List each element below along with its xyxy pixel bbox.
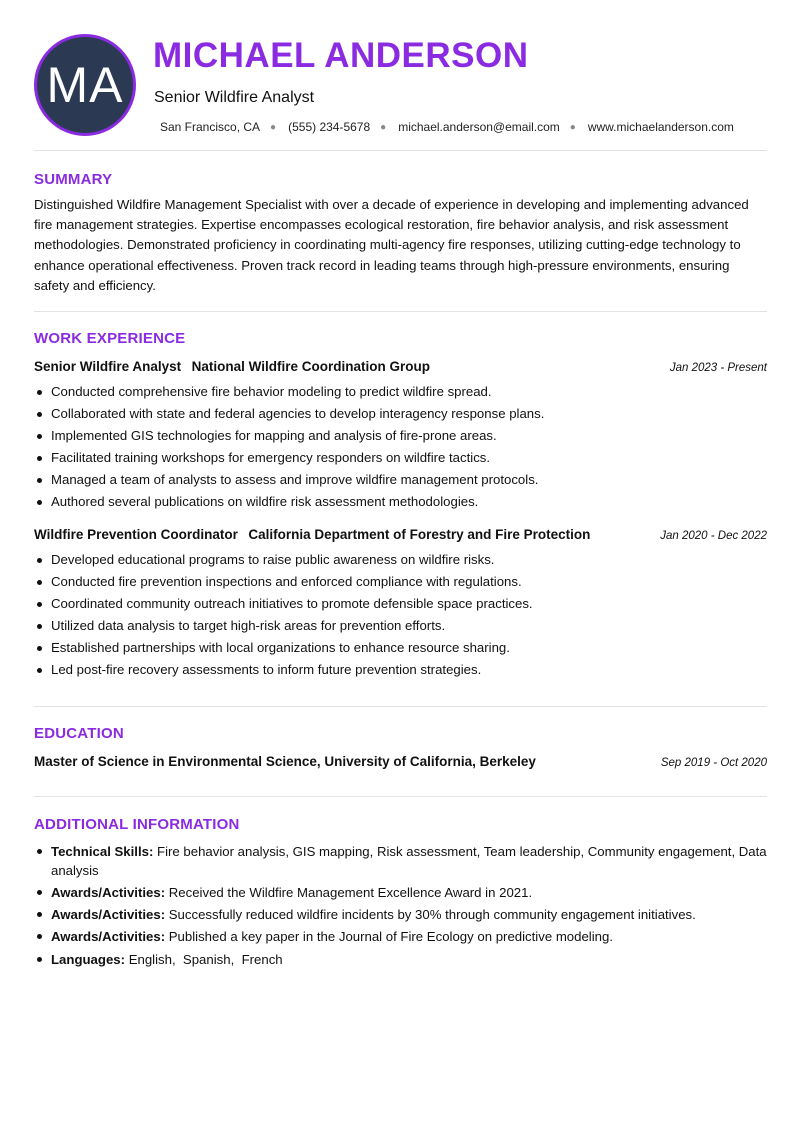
item-label: Technical Skills: (51, 844, 154, 859)
job-organization: National Wildfire Coordination Group (191, 359, 430, 374)
list-item: Implemented GIS technologies for mapping and analysis of fire-prone areas. (34, 425, 767, 447)
avatar (34, 34, 136, 136)
divider (34, 706, 767, 707)
divider (34, 311, 767, 312)
list-item: Conducted fire prevention inspections and enforced compliance with regulations. (34, 571, 767, 593)
experience-heading: WORK EXPERIENCE (34, 330, 186, 347)
job-organization: California Department of Forestry and Fire Protection (248, 527, 591, 542)
contact-phone[interactable]: (555) 234-5678 (288, 120, 371, 134)
job-role-org (34, 526, 590, 544)
education-entry (34, 754, 767, 769)
divider (34, 150, 767, 151)
contact-email[interactable]: michael.anderson@email.com (398, 120, 560, 134)
education-heading: EDUCATION (34, 725, 124, 742)
list-item (34, 883, 767, 902)
list-item: Developed educational programs to raise public awareness on wildfire risks. (34, 549, 767, 571)
item-text: Successfully reduced wildfire incidents by 30% through community engagement initiatives. (168, 907, 696, 922)
summary-heading: SUMMARY (34, 171, 113, 188)
job-header (34, 526, 767, 544)
list-item (34, 905, 767, 924)
job-bullets (34, 549, 767, 682)
candidate-name: MICHAEL ANDERSON (153, 36, 529, 75)
job-header (34, 358, 767, 376)
list-item: Authored several publications on wildfire risk assessment methodologies. (34, 491, 767, 513)
list-item: Led post-fire recovery assessments to inform future prevention strategies. (34, 659, 767, 681)
item-text: English, Spanish, French (128, 952, 283, 967)
contact-location: San Francisco, CA (160, 120, 261, 134)
list-item: Utilized data analysis to target high-risk areas for prevention efforts. (34, 615, 767, 637)
separator-dot-icon: ● (380, 121, 387, 133)
list-item (34, 842, 767, 880)
list-item: Facilitated training workshops for emergency responders on wildfire tactics. (34, 447, 767, 469)
education-dates: Sep 2019 - Oct 2020 (660, 757, 767, 769)
avatar-initials: MA (46, 57, 124, 113)
education-degree: Master of Science in Environmental Science, University of California, Berkeley (34, 754, 536, 769)
item-label: Awards/Activities: (51, 885, 166, 900)
job-role: Senior Wildfire Analyst (34, 359, 182, 374)
summary-text: Distinguished Wildfire Management Specialist with over a decade of experience in developing and implementing advanced fire management strategies. Expertise encompasses ecological restoration, fire behavior analysis, and risk assessment methodologies. Demonstrated proficiency in coordinating multi-agency fire responses, utilizing cutting-edge technology to enhance operational effectiveness. Proven track record in leading teams through high-pressure environments, ensuring safety and efficiency. (34, 197, 749, 293)
job-title: Senior Wildfire Analyst (154, 89, 315, 106)
job-role: Wildfire Prevention Coordinator (34, 527, 238, 542)
list-item (34, 927, 767, 946)
list-item: Managed a team of analysts to assess and improve wildfire management protocols. (34, 469, 767, 491)
list-item: Coordinated community outreach initiatives to promote defensible space practices. (34, 593, 767, 615)
contact-website[interactable]: www.michaelanderson.com (587, 120, 734, 134)
divider (34, 796, 767, 797)
list-item: Established partnerships with local organizations to enhance resource sharing. (34, 637, 767, 659)
contact-bar (160, 120, 734, 134)
item-label: Languages: (51, 952, 126, 967)
item-text: Published a key paper in the Journal of Fire Ecology on predictive modeling. (168, 929, 614, 944)
job-bullets (34, 381, 767, 514)
job-dates: Jan 2020 - Dec 2022 (660, 530, 767, 542)
additional-heading: ADDITIONAL INFORMATION (34, 816, 240, 833)
list-item: Collaborated with state and federal agencies to develop interagency response plans. (34, 403, 767, 425)
separator-dot-icon: ● (270, 121, 277, 133)
item-label: Awards/Activities: (51, 929, 166, 944)
additional-list (34, 842, 767, 972)
list-item (34, 950, 767, 969)
separator-dot-icon: ● (569, 121, 576, 133)
item-label: Awards/Activities: (51, 907, 166, 922)
list-item: Conducted comprehensive fire behavior modeling to predict wildfire spread. (34, 381, 767, 403)
item-text: Received the Wildfire Management Excellence Award in 2021. (168, 885, 533, 900)
job-role-org (34, 358, 430, 376)
job-dates: Jan 2023 - Present (669, 362, 767, 374)
item-text: Fire behavior analysis, GIS mapping, Risk assessment, Team leadership, Community engagement, Data analysis (51, 844, 767, 878)
